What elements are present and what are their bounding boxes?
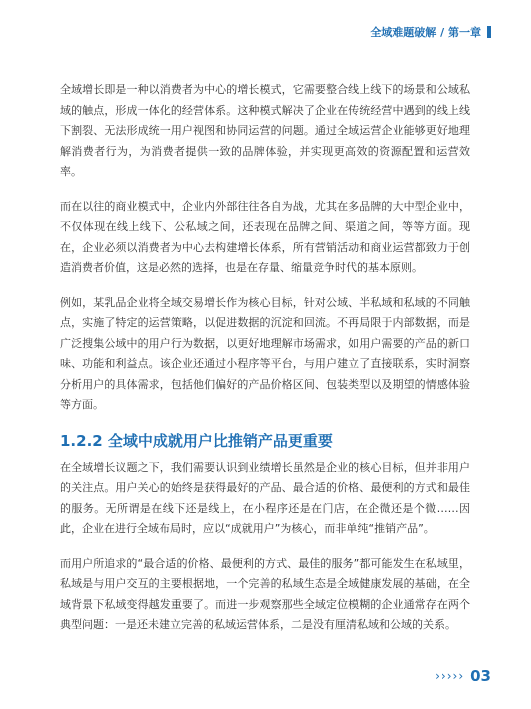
body-paragraph-4: 在全域增长议题之下，我们需要认识到业绩增长虽然是企业的核心目标，但并非用户的关注点。用户关心的始终是获得最好的产品、最合适的价格、最便利的方式和最佳的服务。无所谓是在线下还是线上，在小程序还是在门店，在企微还是个微……因此，企业在进行全域布局时，应以“成就用户”为核心，而非单纯“推销产品”。 — [60, 460, 470, 535]
body-paragraph-1: 全域增长即是一种以消费者为中心的增长模式，它需要整合线上线下的场景和公域私域的触点，形成一体化的经营体系。这种模式解决了企业在传统经营中遇到的线上线下割裂、无法形成统一用户视图和协同运营的问题。通过全域运营企业能够更好地理解消费者行为，为消费者提供一致的品牌体验，并实现更高效的资源配置和运营效率。 — [60, 83, 470, 178]
body-paragraph-3: 例如，某乳品企业将全域交易增长作为核心目标，针对公域、半私域和私域的不同触点，实施了特定的运营策略，以促进数据的沉淀和回流。不再局限于内部数据，而是广泛搜集公域中的用户行为数据，以更好地理解市场需求，如用户需要的产品的新口味、功能和利益点。该企业还通过小程序等平台，与用户建立了直接联系，实时洞察分析用户的具体需求，包括他们偏好的产品价格区间、包装类型以及期望的情感体验等方面。 — [60, 295, 470, 411]
header-text: 全域难题破解 / 第一章 — [370, 26, 481, 39]
page-footer — [435, 667, 491, 685]
page-content — [60, 80, 470, 650]
chevrons-icon: ››››› — [435, 669, 465, 683]
running-header — [370, 24, 491, 40]
body-paragraph-5: 而用户所追求的“最合适的价格、最便利的方式、最佳的服务”都可能发生在私域里，私域是与用户交互的主要根据地，一个完善的私域生态是全域健康发展的基础，在全域背景下私域变得越发重要了。而进一步观察那些全域定位模糊的企业通常存在两个典型问题：一是还未建立完善的私域运营体系，二是没有厘清私域和公域的关系。 — [60, 556, 470, 631]
section-heading: 1.2.2 全域中成就用户比推销产品更重要 — [60, 431, 333, 450]
body-paragraph-2: 而在以往的商业模式中，企业内外部往往各自为战，尤其在多品牌的大中型企业中，不仅体现在线上线下、公私域之间，还表现在品牌之间、渠道之间，等等方面。现在，企业必须以消费者为中心去构建增长体系，所有营销活动和商业运营都致力于创造消费者价值，这是必然的选择，也是在存量、缩量竞争时代的基本原则。 — [60, 199, 470, 274]
page-number: 03 — [470, 667, 491, 685]
header-accent-bar — [487, 26, 491, 38]
